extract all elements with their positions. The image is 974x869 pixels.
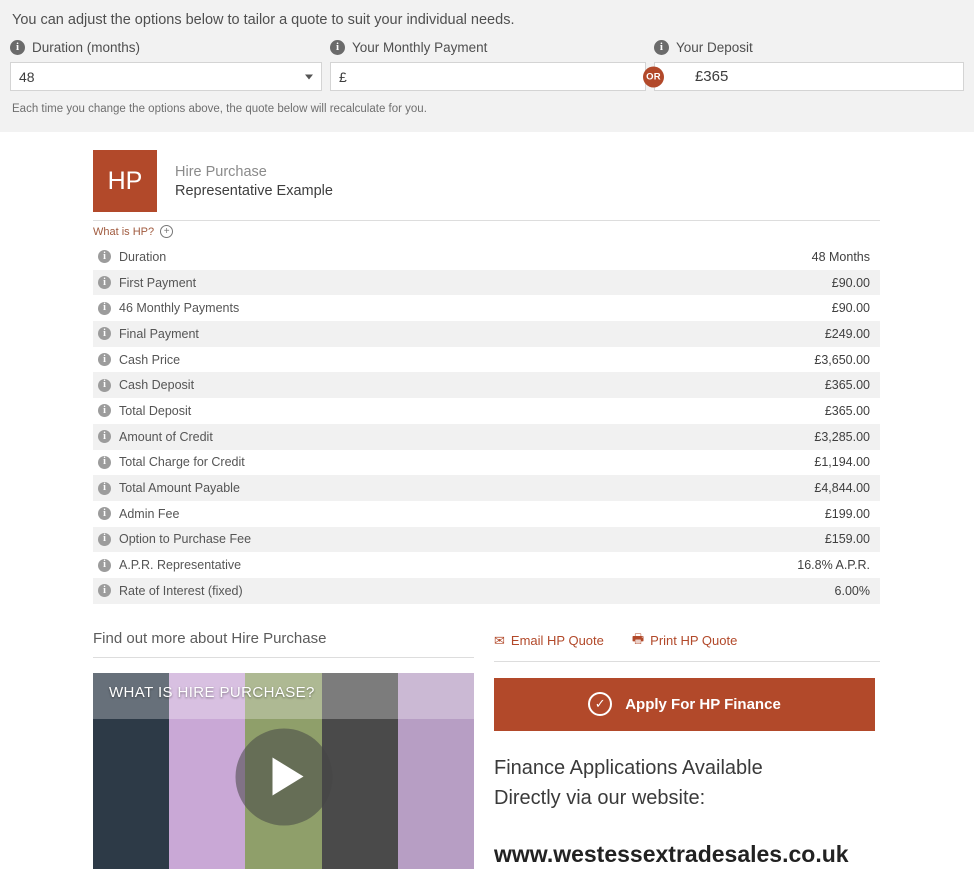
row-value: £90.00 bbox=[831, 301, 870, 316]
table-row bbox=[93, 372, 880, 398]
what-is-hp-label: What is HP? bbox=[93, 225, 155, 238]
bottom-section bbox=[93, 630, 974, 869]
print-hp-quote-link[interactable] bbox=[632, 630, 737, 652]
row-label: Admin Fee bbox=[119, 506, 180, 521]
info-icon[interactable]: i bbox=[98, 250, 111, 263]
chevron-down-icon bbox=[305, 74, 313, 79]
duration-label: Duration (months) bbox=[32, 40, 141, 55]
table-row bbox=[93, 321, 880, 347]
table-row bbox=[93, 398, 880, 424]
what-is-hp-link[interactable] bbox=[93, 225, 974, 238]
info-icon[interactable]: i bbox=[10, 40, 25, 55]
row-value: £1,194.00 bbox=[814, 455, 870, 470]
info-icon[interactable]: i bbox=[98, 507, 111, 520]
table-row bbox=[93, 347, 880, 373]
or-badge: OR bbox=[643, 66, 664, 87]
quote-titles bbox=[175, 150, 333, 201]
envelope-icon: ✉ bbox=[494, 632, 505, 648]
table-row bbox=[93, 578, 880, 604]
row-label: Amount of Credit bbox=[119, 429, 213, 444]
row-value: £3,285.00 bbox=[814, 429, 870, 444]
row-label: Total Charge for Credit bbox=[119, 455, 245, 470]
table-row bbox=[93, 244, 880, 270]
deposit-input[interactable] bbox=[646, 62, 964, 91]
quote-area bbox=[0, 150, 974, 604]
table-row bbox=[93, 475, 880, 501]
row-label: Cash Deposit bbox=[119, 378, 195, 393]
monthly-payment-field-group bbox=[330, 40, 646, 91]
quote-title-subtitle: Representative Example bbox=[175, 183, 333, 199]
video-caption: WHAT IS HIRE PURCHASE? bbox=[109, 683, 315, 701]
row-value: £3,650.00 bbox=[814, 352, 870, 367]
row-label: 46 Monthly Payments bbox=[119, 301, 240, 316]
info-icon[interactable]: i bbox=[98, 404, 111, 417]
plus-icon: + bbox=[160, 225, 173, 238]
row-label: Final Payment bbox=[119, 326, 199, 341]
info-icon[interactable]: i bbox=[98, 482, 111, 495]
printer-icon: 🖶 bbox=[631, 630, 645, 646]
email-hp-quote-label: Email HP Quote bbox=[510, 633, 604, 649]
info-icon[interactable]: i bbox=[654, 40, 669, 55]
finance-availability-text bbox=[494, 753, 880, 813]
info-icon[interactable]: i bbox=[98, 353, 111, 366]
recalculate-note: Each time you change the options above, the quote below will recalculate for you. bbox=[12, 103, 427, 115]
hire-purchase-video[interactable] bbox=[93, 673, 474, 869]
quote-rows bbox=[93, 244, 880, 604]
row-label: Cash Price bbox=[119, 352, 181, 367]
row-label: First Payment bbox=[119, 275, 197, 290]
row-value: 48 Months bbox=[811, 249, 870, 264]
check-circle-icon: ✓ bbox=[588, 692, 612, 716]
row-label: Duration bbox=[119, 249, 167, 264]
duration-selected-value: 48 bbox=[19, 68, 35, 85]
info-icon[interactable]: i bbox=[98, 456, 111, 469]
actions-column bbox=[494, 630, 880, 869]
finance-line-2: Directly via our website: bbox=[494, 786, 706, 809]
duration-select[interactable] bbox=[10, 62, 322, 91]
table-row bbox=[93, 295, 880, 321]
info-icon[interactable]: i bbox=[98, 533, 111, 546]
table-row bbox=[93, 424, 880, 450]
monthly-payment-value: £ bbox=[339, 68, 347, 85]
deposit-field-group bbox=[646, 40, 964, 91]
deposit-label: Your Deposit bbox=[675, 40, 753, 55]
row-value: £249.00 bbox=[824, 326, 870, 341]
row-label: Total Deposit bbox=[119, 403, 192, 418]
table-row bbox=[93, 527, 880, 553]
info-icon[interactable]: i bbox=[98, 584, 111, 597]
table-row bbox=[93, 501, 880, 527]
duration-field-group bbox=[10, 40, 322, 91]
info-icon[interactable]: i bbox=[98, 276, 111, 289]
row-value: £365.00 bbox=[824, 403, 870, 418]
apply-button-label: Apply For HP Finance bbox=[625, 695, 781, 713]
monthly-payment-label: Your Monthly Payment bbox=[352, 40, 488, 55]
table-row bbox=[93, 450, 880, 476]
deposit-label-row bbox=[654, 40, 964, 55]
finance-line-1: Finance Applications Available bbox=[494, 756, 763, 779]
email-hp-quote-link[interactable] bbox=[494, 633, 604, 649]
video-column bbox=[93, 630, 474, 869]
row-value: £199.00 bbox=[824, 506, 870, 521]
info-icon[interactable]: i bbox=[330, 40, 345, 55]
row-label: A.P.R. Representative bbox=[119, 558, 242, 573]
row-value: £4,844.00 bbox=[814, 481, 870, 496]
options-row bbox=[10, 40, 964, 91]
quote-title-product: Hire Purchase bbox=[175, 164, 267, 180]
options-panel bbox=[0, 0, 974, 132]
row-label: Total Amount Payable bbox=[119, 481, 240, 496]
quote-links bbox=[494, 630, 880, 662]
find-out-more-heading: Find out more about Hire Purchase bbox=[93, 630, 474, 658]
quote-header bbox=[93, 150, 880, 221]
info-icon[interactable]: i bbox=[98, 379, 111, 392]
row-value: 6.00% bbox=[834, 583, 870, 598]
apply-for-hp-finance-button[interactable] bbox=[494, 678, 875, 731]
table-row bbox=[93, 552, 880, 578]
hp-badge: HP bbox=[93, 150, 157, 212]
row-value: £159.00 bbox=[824, 532, 870, 547]
row-value: 16.8% A.P.R. bbox=[797, 558, 870, 573]
print-hp-quote-label: Print HP Quote bbox=[650, 633, 738, 649]
monthly-payment-input[interactable] bbox=[330, 62, 646, 91]
duration-label-row bbox=[10, 40, 322, 55]
table-row bbox=[93, 270, 880, 296]
info-icon[interactable]: i bbox=[98, 430, 111, 443]
play-icon[interactable] bbox=[235, 728, 332, 825]
row-label: Rate of Interest (fixed) bbox=[119, 583, 243, 598]
website-url: www.westessextradesales.co.uk bbox=[494, 840, 849, 867]
monthly-payment-label-row bbox=[330, 40, 646, 55]
row-value: £90.00 bbox=[831, 275, 870, 290]
row-label: Option to Purchase Fee bbox=[119, 532, 252, 547]
info-icon[interactable]: i bbox=[98, 327, 111, 340]
info-icon[interactable]: i bbox=[98, 302, 111, 315]
row-value: £365.00 bbox=[824, 378, 870, 393]
deposit-value: £365 bbox=[694, 68, 729, 85]
intro-text: You can adjust the options below to tailor a quote to suit your individual needs. bbox=[12, 12, 515, 28]
info-icon[interactable]: i bbox=[98, 559, 111, 572]
